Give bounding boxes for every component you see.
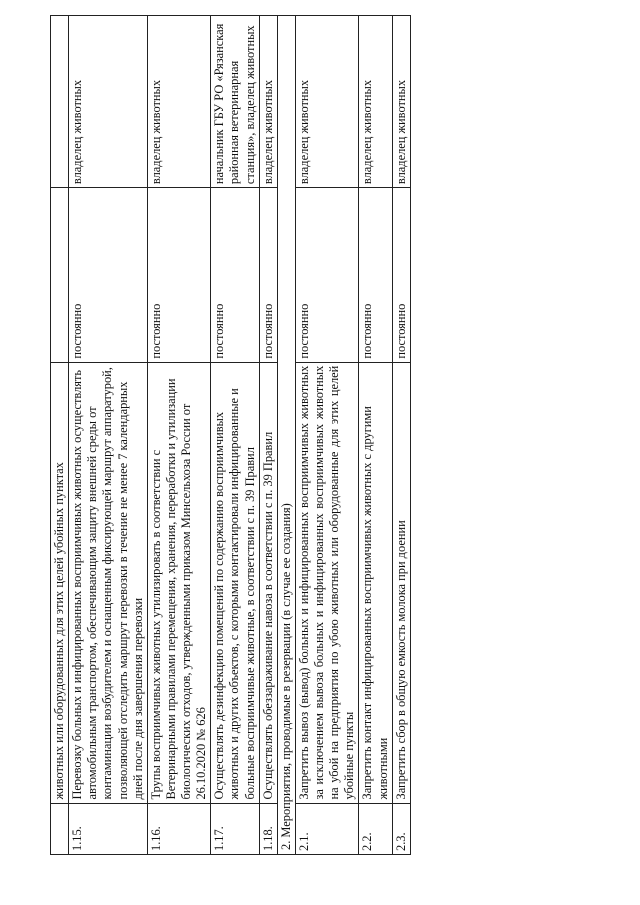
row-action: Запретить контакт инфицированных восприимчивых животных с другими животными [359, 362, 392, 803]
measures-table [50, 15, 411, 855]
row-term: постоянно [259, 188, 277, 363]
table-row [295, 16, 359, 855]
row-action: Осуществлять дезинфекцию помещений по содержанию восприимчивых животных и других объектов, с которыми контактировали инфицированные и больные восприимчивые животные, в соответствии с п. 39 Правил [211, 362, 259, 803]
row-number [51, 803, 69, 854]
row-action: Осуществлять обеззараживание навоза в соответствии с п. 39 Правил [259, 362, 277, 803]
section-row [277, 16, 295, 855]
row-action: Перевозку больных и инфицированных восприимчивых животных осуществлять автомобильным транспортом, обеспечивающим защиту внешней среды от контаминации возбудителем и оснащенным фиксирующей маршрут аппаратурой, позволяющей отследить маршрут перевозки в течение не менее 7 календарных дней после дня завершения перевозки [69, 362, 148, 803]
row-term [51, 188, 69, 363]
row-term: постоянно [295, 188, 359, 363]
table-row [392, 16, 410, 855]
section-heading: 2. Мероприятия, проводимые в резервации (в случае ее создания) [277, 16, 295, 855]
row-action: Запретить сбор в общую емкость молока при доении [392, 362, 410, 803]
table-row [147, 16, 211, 855]
row-responsible: владелец животных [147, 16, 211, 188]
row-action: Трупы восприимчивых животных утилизировать в соответствии с Ветеринарными правилами перемещения, хранения, переработки и утилизации биологических отходов, утвержденными приказом Минсельхоза России от 26.10.2020 № 626 [147, 362, 211, 803]
row-term: постоянно [392, 188, 410, 363]
row-term: постоянно [359, 188, 392, 363]
table-row [359, 16, 392, 855]
table-row [69, 16, 148, 855]
row-number: 2.1. [295, 803, 359, 854]
row-responsible: владелец животных [359, 16, 392, 188]
row-responsible: владелец животных [392, 16, 410, 188]
table-row [51, 16, 69, 855]
rotated-page [50, 15, 630, 855]
row-number: 2.3. [392, 803, 410, 854]
row-responsible: владелец животных [69, 16, 148, 188]
row-number: 1.15. [69, 803, 148, 854]
row-responsible [51, 16, 69, 188]
row-number: 1.17. [211, 803, 259, 854]
row-term: постоянно [211, 188, 259, 363]
row-term: постоянно [147, 188, 211, 363]
row-number: 1.16. [147, 803, 211, 854]
row-action: животных или оборудованных для этих целей убойных пунктах [51, 362, 69, 803]
row-responsible: начальник ГБУ РО «Рязанская районная ветеринарная станция», владелец животных [211, 16, 259, 188]
row-term: постоянно [69, 188, 148, 363]
row-action: Запретить вывоз (вывод) больных и инфицированных восприимчивых животных за исключением вывоза больных и инфицированных восприимчивых животных на убой на предприятия по убою животных или оборудованные для этих целей убойные пункты [295, 362, 359, 803]
table-row [211, 16, 259, 855]
row-number: 1.18. [259, 803, 277, 854]
row-responsible: владелец животных [295, 16, 359, 188]
row-responsible: владелец животных [259, 16, 277, 188]
table-row [259, 16, 277, 855]
row-number: 2.2. [359, 803, 392, 854]
